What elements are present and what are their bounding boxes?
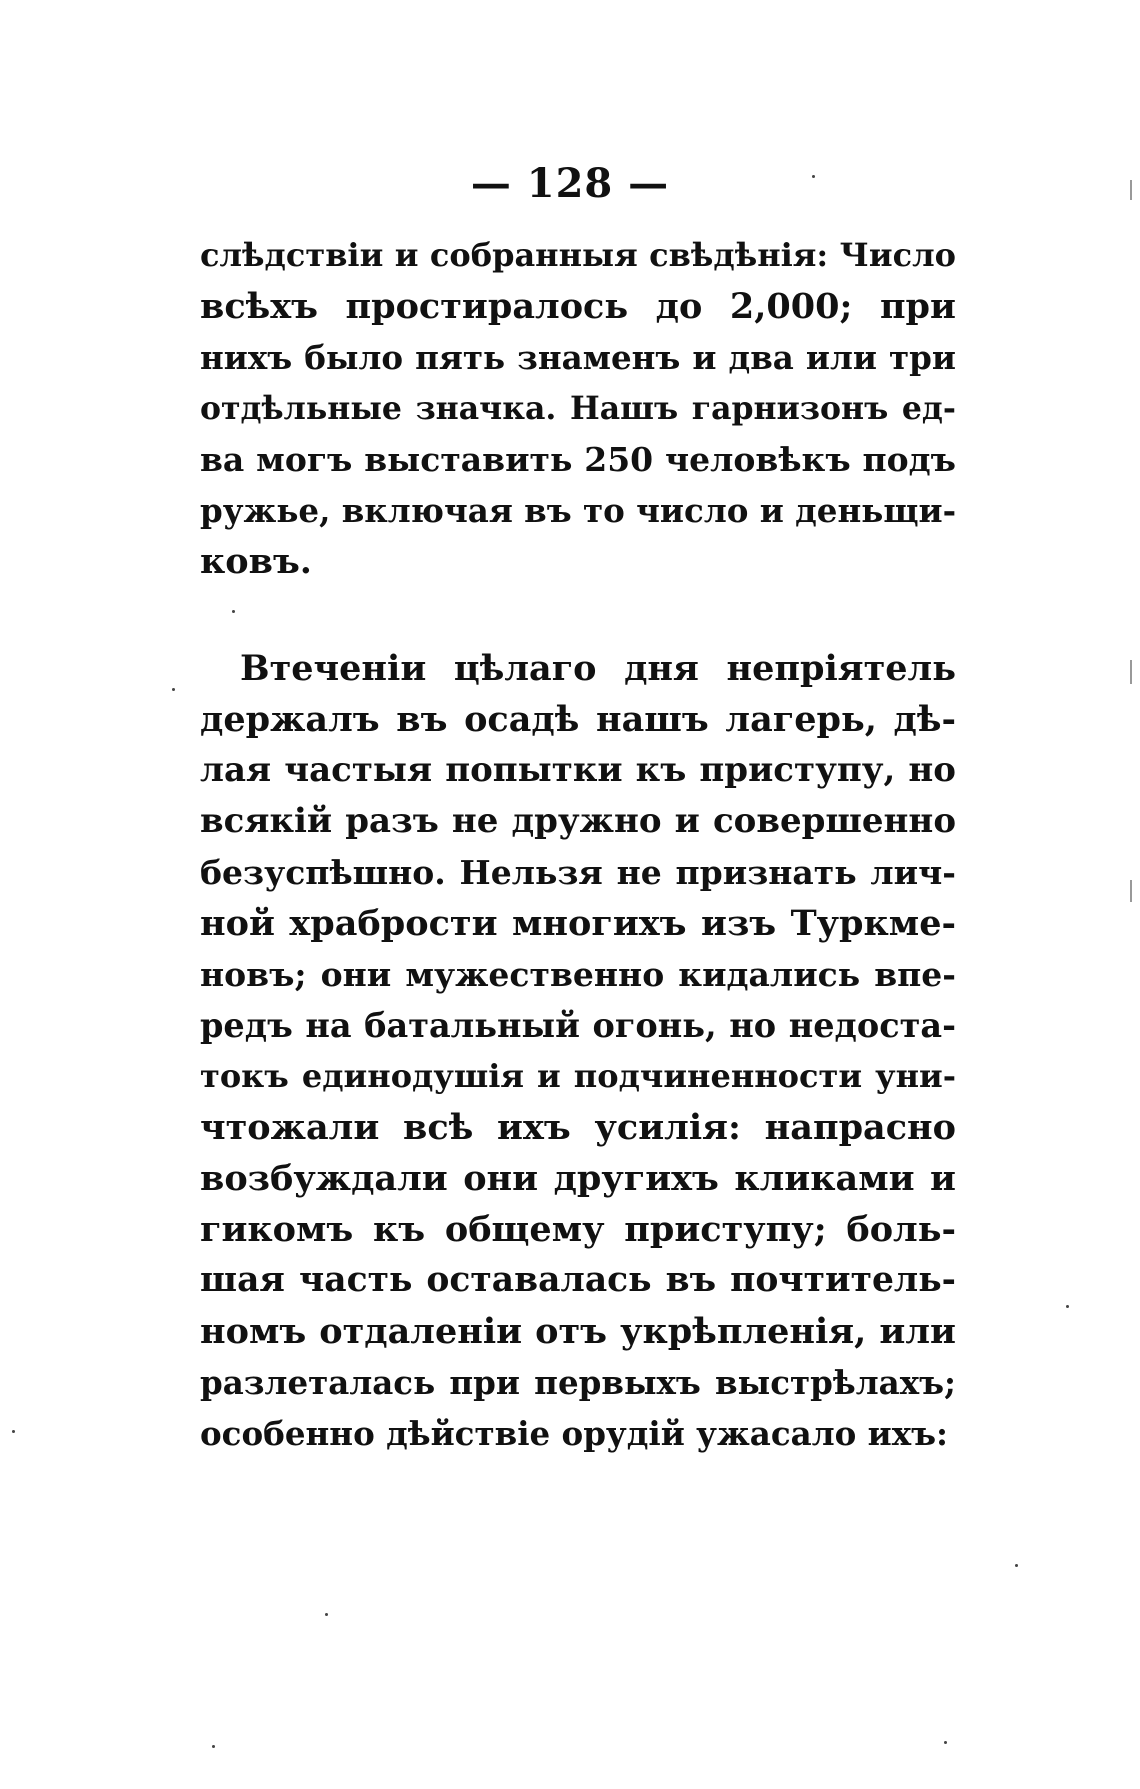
scan-edge-mark — [1130, 880, 1132, 902]
text-line: держалъ въ осадѣ нашъ лагерь, дѣ- — [200, 699, 956, 740]
text-line: особенно дѣйствіе орудій ужасало ихъ: — [200, 1414, 949, 1453]
text-line: чтожали всѣ ихъ усилія: напрасно — [200, 1107, 956, 1148]
text-line: новъ; они мужественно кидались впе- — [200, 955, 956, 994]
scan-speck — [12, 1430, 15, 1433]
text-line: лая частыя попытки къ приступу, но — [200, 750, 956, 790]
text-line: гикомъ къ общему приступу; боль- — [200, 1209, 956, 1250]
text-line: разлеталась при первыхъ выстрѣлахъ; — [200, 1363, 956, 1402]
text-line: возбуждали они другихъ кликами и — [200, 1158, 956, 1199]
text-line: ва могъ выставить 250 человѣкъ подъ — [200, 440, 956, 479]
text-line: отдѣльные значка. Нашъ гарнизонъ ед- — [200, 390, 956, 427]
scan-edge-mark — [1130, 180, 1132, 200]
text-line: ружье, включая въ то число и деньщи- — [200, 491, 956, 530]
scan-speck — [172, 688, 175, 691]
text-line: всѣхъ простиралось до 2,000; при — [200, 286, 956, 327]
text-line: Втеченіи цѣлаго дня непріятель — [240, 648, 956, 689]
scan-speck — [1066, 1305, 1069, 1308]
scan-speck — [1015, 1564, 1018, 1567]
scan-edge-mark — [1130, 660, 1132, 684]
text-line: шая часть оставалась въ почтитель- — [200, 1260, 956, 1300]
text-line: номъ отдаленіи отъ укрѣпленія, или — [200, 1311, 956, 1352]
text-line: редъ на батальный огонь, но недоста- — [200, 1006, 956, 1045]
scan-speck — [325, 1613, 328, 1616]
text-line: нихъ было пять знаменъ и два или три — [200, 338, 956, 377]
scan-speck — [232, 610, 235, 613]
text-line: безуспѣшно. Нельзя не признать лич- — [200, 853, 956, 892]
text-line: ной храбрости многихъ изъ Туркме- — [200, 903, 956, 944]
scan-speck — [812, 175, 815, 178]
paragraph-1 — [200, 230, 956, 587]
scan-speck — [212, 1745, 215, 1748]
text-line: всякій разъ не дружно и совершенно — [200, 801, 956, 841]
text-line: токъ единодушія и подчиненности уни- — [200, 1057, 956, 1095]
text-line: ковъ. — [200, 541, 312, 582]
page-number: — 128 — — [470, 160, 670, 207]
scan-speck — [944, 1741, 947, 1744]
text-line: слѣдствіи и собранныя свѣдѣнія: Число — [200, 236, 956, 274]
paragraph-2 — [200, 643, 956, 1459]
